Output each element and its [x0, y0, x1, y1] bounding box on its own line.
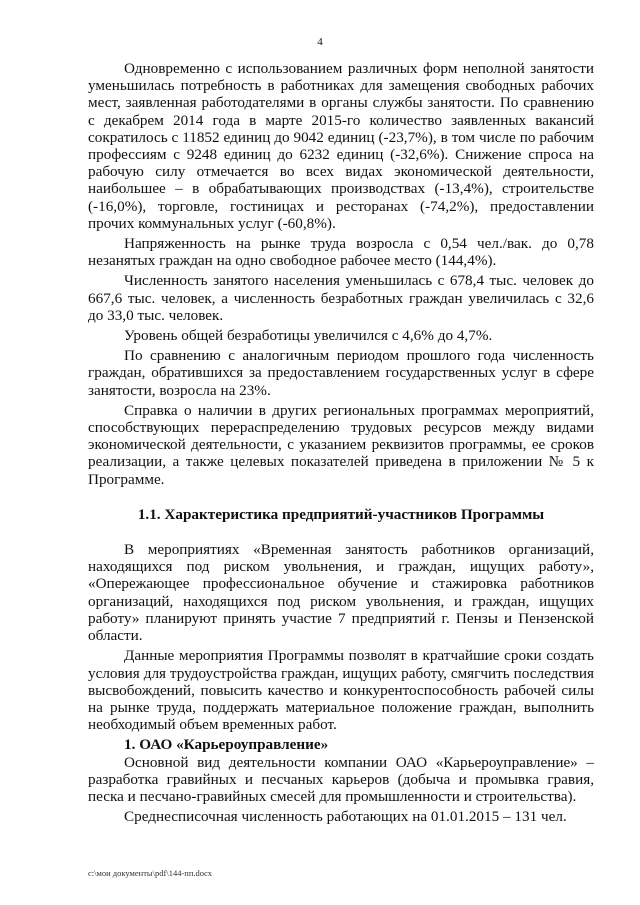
paragraph: Напряженность на рынке труда возросла с 0,54 чел./вак. до 0,78 незанятых граждан на одно свободное рабочее место (144,4%).	[88, 235, 594, 270]
paragraph: В мероприятиях «Временная занятость работников организаций, находящихся под риском увольнения, и граждан, ищущих работу», «Опережающее профессиональное обучение и стажировка работников организаций, находящихся под риском увольнения, и граждан, ищущих работу» планируют принять участие 7 предприятий г. Пензы и Пензенской области.	[88, 541, 594, 645]
paragraph: Численность занятого населения уменьшилась с 678,4 тыс. человек до 667,6 тыс. человек, а численность безработных граждан увеличилась с 32,6 до 33,0 тыс. человек.	[88, 272, 594, 324]
paragraph: Одновременно с использованием различных форм неполной занятости уменьшилась потребность в работниках для замещения свободных рабочих мест, заявленная работодателями в органы службы занятости. По сравнению с декабрем 2014 года в марте 2015-го количество заявленных вакансий сократилось с 11852 единиц до 9042 единиц (-23,7%), в том числе по рабочим профессиям с 9248 единиц до 6232 единиц (-32,6%). Снижение спроса на рабочую силу отмечается во всех видах экономической деятельности, наибольшее – в обрабатывающих производствах (-13,4%), строительстве (-16,0%), торговле, гостиницах и ресторанах (-74,2%), предоставлении прочих коммунальных услуг (-60,8%).	[88, 60, 594, 232]
footer-file-path: c:\мои документы\pdf\144-пп.docx	[88, 868, 213, 878]
paragraph: Данные мероприятия Программы позволят в кратчайшие сроки создать условия для трудоустройства граждан, ищущих работу, смягчить последствия высвобождений, повысить качество и конкурентоспособность рабочей силы на рынке труда, поддержать материальное положение граждан, выполнить необходимый объем временных работ.	[88, 647, 594, 734]
paragraph: Справка о наличии в других региональных программах мероприятий, способствующих перераспределению трудовых ресурсов между видами экономической деятельности, с указанием реквизитов программы, ее сроков реализации, а также целевых показателей приведена в приложении № 5 к Программе.	[88, 401, 594, 488]
section-heading: 1.1. Характеристика предприятий-участников Программы	[137, 505, 545, 523]
paragraph: По сравнению с аналогичным периодом прошлого года численность граждан, обратившихся за предоставлением государственных услуг в сфере занятости, возросла на 23%.	[88, 347, 594, 399]
document-body	[88, 60, 594, 828]
paragraph: Среднесписочная численность работающих на 01.01.2015 – 131 чел.	[124, 808, 567, 826]
paragraph: Уровень общей безработицы увеличился с 4,6% до 4,7%.	[124, 327, 493, 345]
paragraph: Основной вид деятельности компании ОАО «Карьероуправление» – разработка гравийных и песчаных карьеров (добыча и промывка гравия, песка и песчано-гравийных смесей для промышленности и строительства).	[88, 753, 594, 805]
company-heading: 1. ОАО «Карьероуправление»	[124, 736, 329, 754]
page-number: 4	[317, 36, 323, 48]
